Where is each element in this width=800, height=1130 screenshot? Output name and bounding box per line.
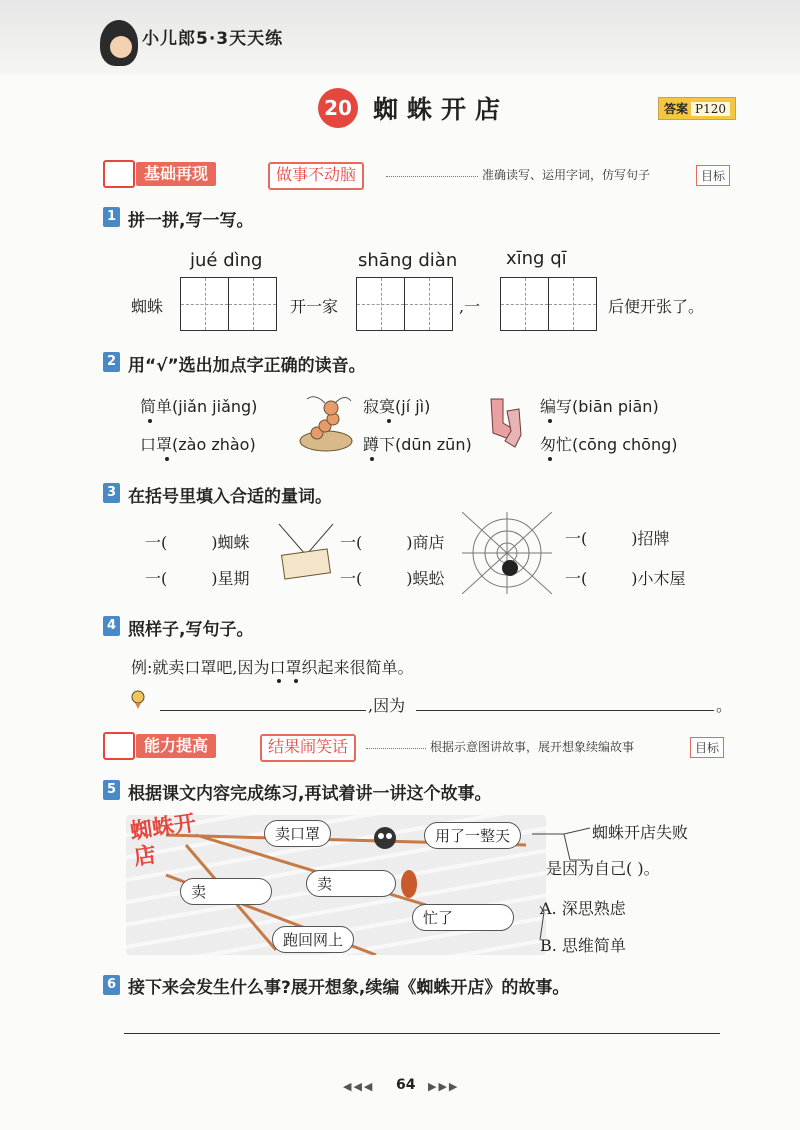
q2-item [540, 394, 659, 417]
writing-box[interactable] [228, 277, 277, 331]
q2-text: 用“√”选出加点字正确的读音。 [128, 356, 366, 376]
q4-end: 。 [716, 696, 733, 715]
bubble-sell-blank[interactable] [180, 878, 272, 905]
q1-segment-2: 开一家 [290, 297, 339, 316]
q2-item [363, 394, 430, 417]
q3-item[interactable] [145, 566, 250, 589]
section2-divider [366, 748, 426, 749]
q2-word: 匆忙 [540, 435, 573, 454]
q5-option-a[interactable]: A. 深思熟虑 [540, 899, 626, 918]
emphasis-dot [165, 457, 169, 461]
q3-suffix: )小木屋 [631, 569, 686, 588]
pencil-hint-icon [130, 690, 146, 710]
spiderweb-illustration-icon [462, 512, 552, 594]
lesson-number: 20 [318, 88, 358, 128]
connector-lines-icon [530, 822, 600, 942]
q3-item[interactable] [565, 566, 686, 589]
q2-word: 口罩 [140, 435, 173, 454]
q5-conclusion-1: 蜘蛛开店失败 [592, 823, 689, 842]
q1-number: 1 [103, 207, 120, 227]
q3-prefix: 一( [145, 569, 168, 588]
answer-tag [658, 97, 736, 120]
q5-option-b[interactable]: B. 思维简单 [540, 936, 626, 955]
bubble-run-back: 跑回网上 [272, 926, 354, 953]
q3-item[interactable] [340, 566, 445, 589]
q5-number: 5 [103, 780, 120, 800]
q1-segment-1: 蜘蛛 [131, 297, 164, 316]
q3-suffix: )商店 [406, 533, 445, 552]
bubble-label: 忙了 [423, 909, 454, 927]
q2-options[interactable]: (dūn zūn) [395, 435, 472, 454]
lesson-title: 蜘蛛开店 [373, 95, 510, 124]
q4-number: 4 [103, 616, 120, 636]
emphasis-dot [548, 457, 552, 461]
spider-illustration-icon [370, 822, 400, 852]
section1-title: 基础再现 [136, 162, 216, 186]
section2-title: 能力提高 [136, 734, 216, 758]
q2-item [140, 432, 256, 455]
centipede-small-icon [396, 866, 422, 902]
socks-illustration-icon [485, 393, 527, 453]
writing-box[interactable] [500, 277, 549, 331]
q2-options[interactable]: (cōng chōng) [572, 435, 678, 454]
q3-prefix: 一( [565, 569, 588, 588]
q3-suffix: )星期 [211, 569, 250, 588]
q2-word: 寂寞 [363, 397, 396, 416]
writing-box[interactable] [180, 277, 229, 331]
writing-box[interactable] [356, 277, 405, 331]
section1-divider [386, 176, 478, 177]
q1-pinyin-1: jué dìng [190, 250, 263, 271]
q1-pinyin-2: shāng diàn [358, 250, 458, 271]
bubble-busy-blank[interactable] [412, 904, 514, 931]
section2-desc: 根据示意图讲故事，展开想象续编故事 [430, 740, 635, 754]
q2-options[interactable]: (jí jì) [395, 397, 431, 416]
q3-suffix: )蜘蛛 [211, 533, 250, 552]
web-diagram-title: 蜘蛛开店 [128, 810, 198, 871]
q3-item[interactable] [145, 530, 250, 553]
q6-number: 6 [103, 975, 120, 995]
bubble-sell-blank[interactable] [306, 870, 396, 897]
section2-subtitle: 结果闹笑话 [260, 734, 356, 762]
bubble-used-day: 用了一整天 [424, 822, 521, 849]
emphasis-dot [387, 419, 391, 423]
q3-prefix: 一( [340, 569, 363, 588]
q3-suffix: )招牌 [631, 529, 670, 548]
book-icon [103, 160, 135, 188]
q2-options[interactable]: (jiǎn jiǎng) [172, 397, 258, 416]
q2-item [363, 432, 472, 455]
answer-page: P120 [691, 102, 730, 116]
q3-item[interactable] [565, 526, 670, 549]
q6-text: 接下来会发生什么事?展开想象,续编《蜘蛛开店》的故事。 [128, 978, 570, 998]
q3-prefix: 一( [565, 529, 588, 548]
q4-answer-line[interactable] [416, 710, 714, 711]
footer-left-arrows: ◀◀◀ [343, 1080, 375, 1093]
q3-suffix: )蜈蚣 [406, 569, 445, 588]
q3-item[interactable] [340, 530, 445, 553]
brand-title: 小儿郎5·3天天练 [142, 29, 284, 49]
book-icon [103, 732, 135, 760]
section1-subtitle: 做事不动脑 [268, 162, 364, 190]
bubble-label: 卖 [317, 875, 333, 893]
q2-word: 简单 [140, 397, 173, 416]
q5-text: 根据课文内容完成练习,再试着讲一讲这个故事。 [128, 784, 492, 804]
q2-word: 蹲下 [363, 435, 396, 454]
q1-pinyin-3: xīng qī [506, 248, 567, 269]
q3-prefix: 一( [340, 533, 363, 552]
q1-segment-4: 后便开张了。 [608, 297, 705, 316]
q2-item [140, 394, 257, 417]
section2-goal: 目标 [690, 737, 724, 758]
bubble-sell-mask: 卖口罩 [264, 820, 331, 847]
q2-options[interactable]: (biān piān) [572, 397, 659, 416]
signboard-illustration-icon [275, 522, 337, 592]
writing-box[interactable] [404, 277, 453, 331]
page-number: 64 [396, 1077, 416, 1093]
q2-options[interactable]: (zào zhào) [172, 435, 256, 454]
answer-label: 答案 [664, 102, 689, 116]
mascot-face-icon [110, 36, 132, 58]
centipede-illustration-icon [295, 393, 357, 461]
emphasis-dot [148, 419, 152, 423]
q6-answer-line[interactable] [124, 1033, 720, 1034]
bubble-label: 卖 [191, 883, 207, 901]
q2-item [540, 432, 678, 455]
q1-segment-3: ,一 [459, 297, 481, 316]
q4-because: ,因为 [368, 696, 406, 715]
section1-goal: 目标 [696, 165, 730, 186]
q2-word: 编写 [540, 397, 573, 416]
q2-number: 2 [103, 352, 120, 372]
q3-text: 在括号里填入合适的量词。 [128, 487, 332, 507]
q3-number: 3 [103, 483, 120, 503]
q4-example: 例:就卖口罩吧,因为口罩织起来很简单。 [131, 658, 414, 677]
writing-box[interactable] [548, 277, 597, 331]
q5-conclusion-2[interactable]: 是因为自己( )。 [546, 859, 660, 878]
emphasis-dot [548, 419, 552, 423]
q3-prefix: 一( [145, 533, 168, 552]
emphasis-dot [277, 679, 281, 683]
section1-desc: 准确读写、运用字词，仿写句子 [482, 168, 651, 182]
q4-text: 照样子,写句子。 [128, 620, 254, 640]
q4-answer-line[interactable] [160, 710, 366, 711]
footer-right-arrows: ▶▶▶ [428, 1080, 460, 1093]
emphasis-dot [370, 457, 374, 461]
emphasis-dot [294, 679, 298, 683]
q1-text: 拼一拼,写一写。 [128, 211, 254, 231]
